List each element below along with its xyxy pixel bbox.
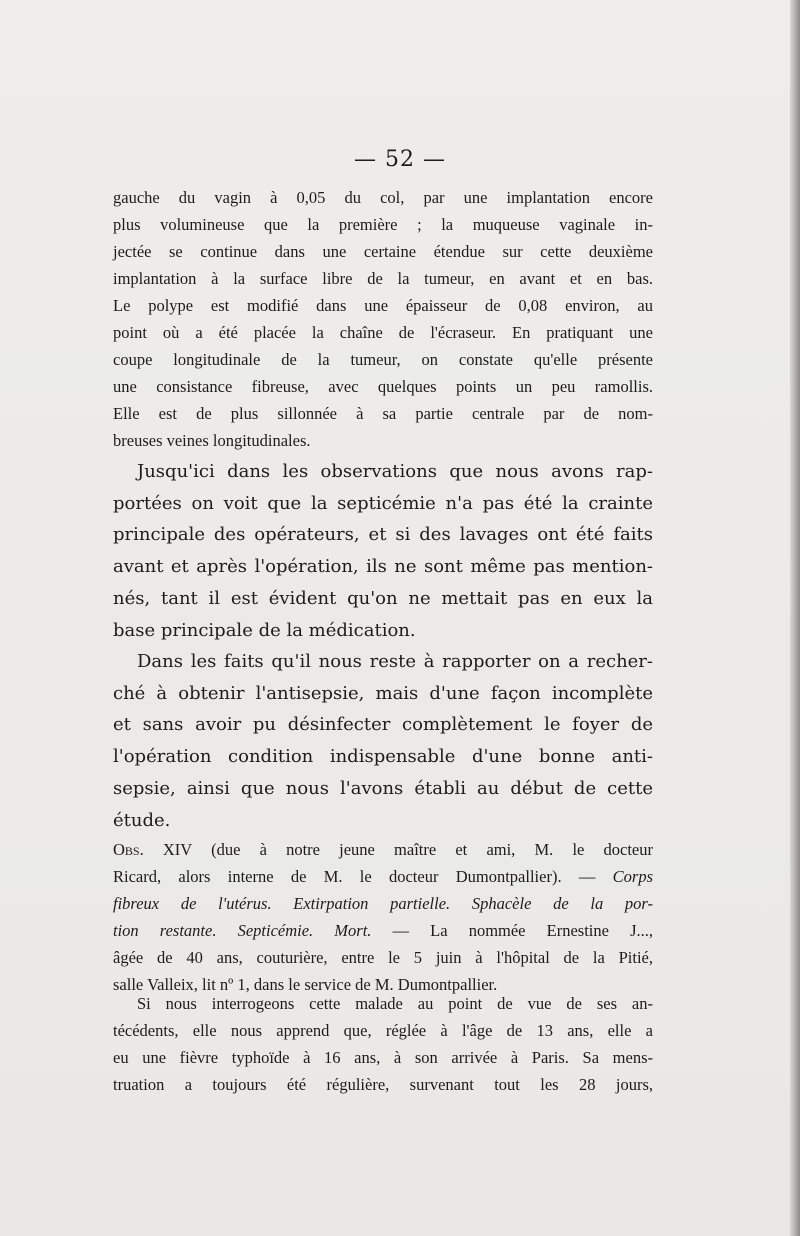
text-line: plus volumineuse que la première ; la muqueuse vaginale in- [113,215,653,234]
obs-label: Obs. [113,840,144,859]
text-line: Elle est de plus sillonnée à sa partie centrale par de nom- [113,404,653,423]
text-line [113,863,653,890]
text-line [113,836,653,863]
obs-title: tion restante. Septicémie. Mort. [113,921,372,940]
text-line: eu une fièvre typhoïde à 16 ans, à son arrivée à Paris. Sa mens- [113,1048,653,1067]
text-line: et sans avoir pu désinfecter complètement le foyer de [113,714,653,736]
paragraph-septicemia-remark [113,456,653,646]
text-line: breuses veines longitudinales. [113,431,311,450]
paragraph-antisepsis [113,646,653,836]
obs-text: — La nommée Ernestine J..., [392,921,653,940]
text-line: salle Valleix, lit nº 1, dans le service de M. Dumontpallier. [113,975,498,994]
text-line [113,890,653,917]
page-number: — 52 — [354,147,446,172]
text-line-content: Dans les faits qu'il nous reste à rapporter on a recher- [137,651,653,672]
text-line: Le polype est modifié dans une épaisseur de 0,08 environ, au [113,296,653,315]
text-line: point où a été placée la chaîne de l'écraseur. En pratiquant une [113,323,653,342]
text-line: étude. [113,809,171,831]
text-line: portées on voit que la septicémie n'a pas été la crainte [113,492,653,514]
text-line: coupe longitudinale de la tumeur, on constate qu'elle présente [113,350,653,369]
paragraph-patient-history [113,990,653,1098]
text-line: âgée de 40 ans, couturière, entre le 5 juin à l'hôpital de la Pitié, [113,948,653,967]
text-line: gauche du vagin à 0,05 du col, par une implantation encore [113,188,653,207]
text-line-content: Jusqu'ici dans les observations que nous avons rap- [137,461,653,482]
obs-text: XIV (due à notre jeune maître et ami, M. le docteur [162,840,653,859]
text-line [113,646,653,678]
text-line: sepsie, ainsi que nous l'avons établi au début de cette [113,777,653,799]
text-line [113,917,653,944]
text-line: ché à obtenir l'antisepsie, mais d'une façon incomplète [113,682,653,704]
obs-title: fibreux de l'utérus. Extirpation partielle. Sphacèle de la por- [113,894,653,913]
text-line: implantation à la surface libre de la tumeur, en avant et en bas. [113,269,653,288]
paragraph-observation-xiv [113,836,653,998]
text-line: une consistance fibreuse, avec quelques points un peu ramollis. [113,377,653,396]
text-line: truation a toujours été régulière, survenant tout les 28 jours, [113,1075,653,1094]
text-line: principale des opérateurs, et si des lavages ont été faits [113,524,653,546]
text-line-content: Si nous interrogeons cette malade au point de vue de ses an- [137,994,653,1013]
text-line: avant et après l'opération, ils ne sont même pas mention- [113,556,653,578]
text-line: l'opération condition indispensable d'une bonne anti- [113,746,653,768]
paragraph-specimen-description [113,184,653,454]
text-line: base principale de la médication. [113,619,416,641]
text-line: jectée se continue dans une certaine étendue sur cette deuxième [113,242,653,261]
text-line: nés, tant il est évident qu'on ne mettait pas en eux la [113,587,653,609]
page-edge-shadow [790,0,800,1236]
obs-title: Corps [612,867,654,886]
obs-text: Ricard, alors interne de M. le docteur Dumontpallier). — [113,867,596,886]
text-line: técédents, elle nous apprend que, réglée à l'âge de 13 ans, elle a [113,1021,653,1040]
text-line [113,456,653,488]
text-line [113,990,653,1017]
